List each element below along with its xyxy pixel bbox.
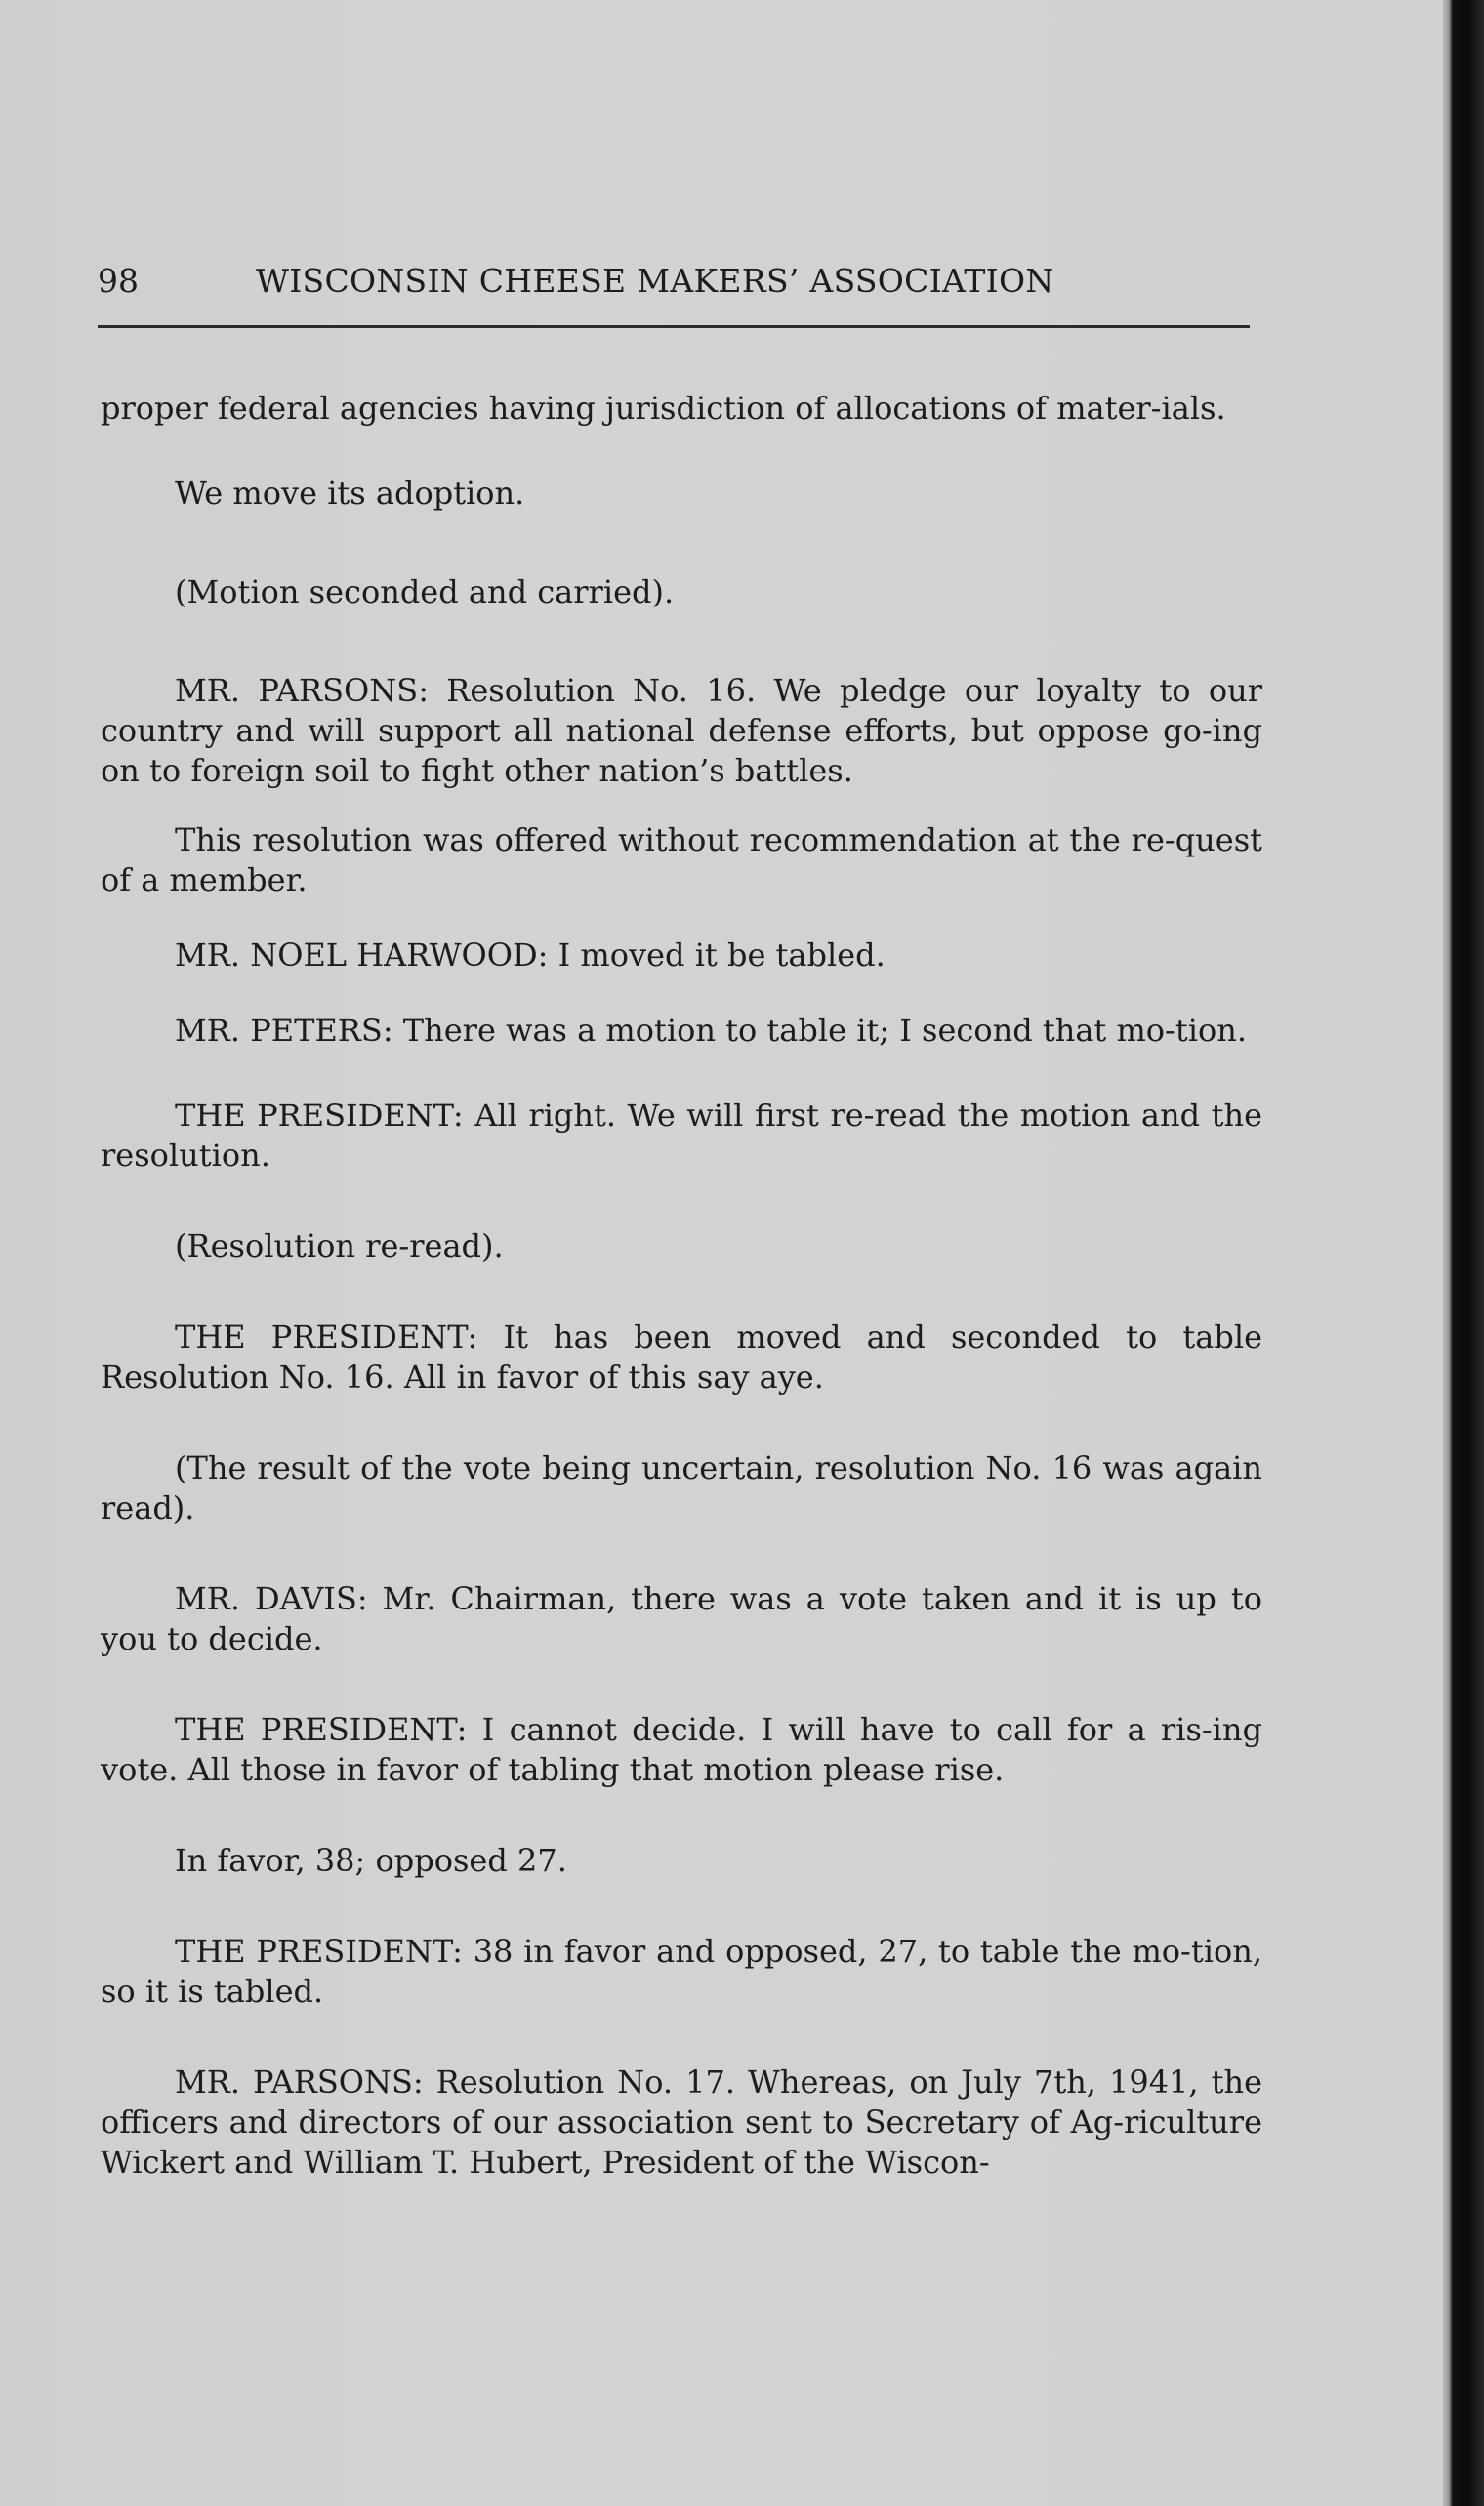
paragraph-vote-uncertain: (The result of the vote being uncertain, resolution No. 16 was again read). — [101, 1449, 1262, 1526]
paragraph-tabled: THE PRESIDENT: 38 in favor and opposed, 27, to table the mo-tion, so it is tabled. — [101, 1933, 1262, 2010]
paragraph-president-reread: THE PRESIDENT: All right. We will first re-read the motion and the resolution. — [101, 1097, 1262, 1174]
paragraph-resolution-17: MR. PARSONS: Resolution No. 17. Whereas, on July 7th, 1941, the officers and directors of our association sent to Secretary of Ag-riculture Wickert and William T. Hubert, President of the Wiscon- — [101, 2064, 1262, 2181]
paragraph-adoption: We move its adoption. — [175, 475, 525, 512]
body-text — [101, 389, 1262, 2183]
paragraph-without-recommendation: This resolution was offered without recommendation at the re-quest of a member. — [101, 821, 1262, 898]
binding-edge — [1443, 0, 1484, 2506]
paragraph-harwood: MR. NOEL HARWOOD: I moved it be tabled. — [175, 937, 886, 974]
paragraph-peters: MR. PETERS: There was a motion to table it; I second that mo-tion. — [175, 1012, 1247, 1049]
paragraph-davis: MR. DAVIS: Mr. Chairman, there was a vote taken and it is up to you to decide. — [101, 1580, 1262, 1657]
paragraph-resolution-16: MR. PARSONS: Resolution No. 16. We pledge our loyalty to our country and will support all national defense efforts, but oppose go-ing on to foreign soil to fight other nation’s battles. — [101, 672, 1262, 789]
paragraph-continuation: proper federal agencies having jurisdiction of allocations of mater-ials. — [101, 390, 1226, 427]
paragraph-president-table: THE PRESIDENT: It has been moved and seconded to table Resolution No. 16. All in favor of this say aye. — [101, 1318, 1262, 1396]
page-number: 98 — [98, 262, 139, 300]
paragraph-vote-count: In favor, 38; opposed 27. — [175, 1842, 567, 1879]
header-rule — [98, 325, 1250, 328]
paragraph-rising-vote: THE PRESIDENT: I cannot decide. I will have to call for a ris-ing vote. All those in favor of tabling that motion please rise. — [101, 1711, 1262, 1788]
running-title: WISCONSIN CHEESE MAKERS’ ASSOCIATION — [256, 262, 1054, 300]
page-header — [98, 260, 1250, 303]
paragraph-motion-carried: (Motion seconded and carried). — [175, 573, 675, 610]
paragraph-resolution-reread: (Resolution re-read). — [175, 1228, 504, 1265]
